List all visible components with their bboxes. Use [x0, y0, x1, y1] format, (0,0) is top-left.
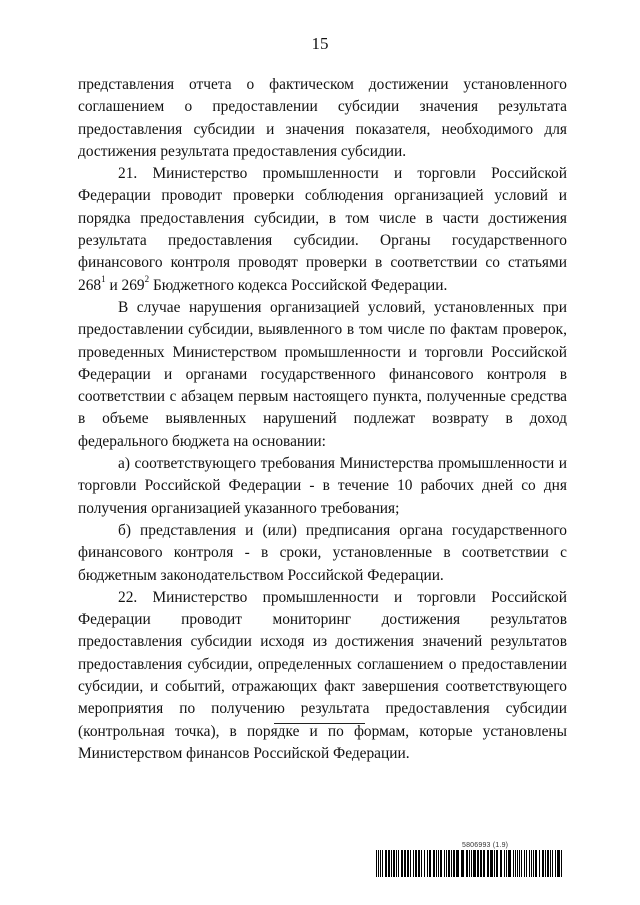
paragraph-text: представления и (или) предписания органа государственного финансового контроля - в сроки, установленные в соответствии с бюджетным законодательством Российской Федерации.: [78, 521, 567, 584]
paragraph-text: В случае нарушения организацией условий, установленных при предоставлении субсидии, выявленного в том числе по фактам проверок, проведенных Министерством промышленности и торговли Российской Федерации и органами государственного финансового контроля в соответствии с абзацем первым настоящего пункта, полученные средства в объеме выявленных нарушений подлежат возврату в доход федерального бюджета на основании:: [78, 298, 567, 450]
item-letter: а): [118, 455, 130, 473]
document-body: [78, 74, 567, 765]
barcode-caption: 5806993 (1.9): [462, 842, 509, 849]
page-number: 15: [311, 34, 329, 53]
paragraph-text: и 269: [105, 276, 145, 294]
paragraph: [78, 74, 567, 163]
item-letter: б): [118, 521, 131, 539]
superscript: 2: [144, 273, 150, 284]
paragraph-text: Министерство промышленности и торговли Российской Федерации проводит мониторинг достижения результатов предоставления субсидии исходя из достижения значений результатов предоставления субсидии, определенных соглашением о предоставлении субсидии, и событий, отражающих факт завершения соответствующего мероприятия по получению результата предоставления субсидии (контрольная точка), в порядке и по формам, которые установлены Министерством финансов Российской Федерации.: [78, 588, 567, 762]
item-number: 22.: [118, 588, 138, 606]
paragraph-item-21: [78, 163, 567, 297]
paragraph-item-a: [78, 453, 567, 520]
paragraph-text: представления отчета о фактическом достижении установленного соглашением о предоставлении субсидии значения результата предоставления субсидии и значения показателя, необходимого для достижения результата предоставления субсидии.: [78, 76, 567, 160]
item-number: 21.: [118, 165, 138, 183]
paragraph-text: Бюджетного кодекса Российской Федерации.: [149, 276, 448, 294]
superscript: 1: [101, 273, 106, 284]
paragraph-item-22: [78, 587, 567, 765]
paragraph-text: соответствующего требования Министерства промышленности и торговли Российской Федерации - в течение 10 рабочих дней со дня получения организацией указанного требования;: [78, 455, 567, 517]
barcode-icon: [376, 850, 562, 877]
end-divider: [274, 723, 365, 724]
paragraph: [78, 297, 567, 453]
paragraph-item-b: [78, 520, 567, 587]
paragraph-text: Министерство промышленности и торговли Российской Федерации проводит проверки соблюдения организацией условий и порядка предоставления субсидии, в том числе в части достижения результата предоставления субсидии. Органы государственного финансового контроля проводят проверки в соответствии со статьями 268: [78, 165, 567, 294]
